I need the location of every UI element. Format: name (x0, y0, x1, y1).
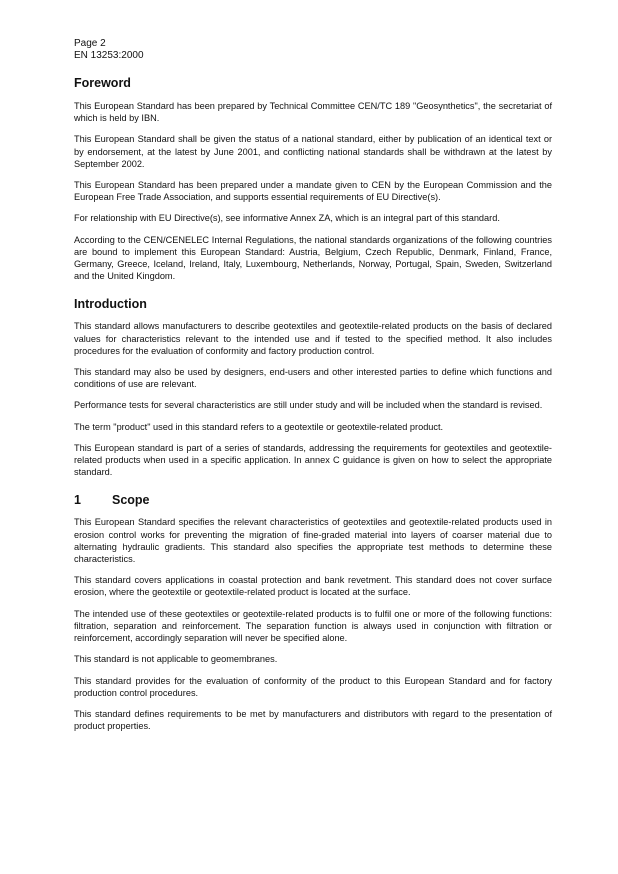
introduction-paragraph: The term "product" used in this standard refers to a geotextile or geotextile-related product. (74, 421, 444, 432)
page-number: Page 2 (74, 38, 106, 49)
foreword-paragraph: This European Standard has been prepared by Technical Committee CEN/TC 189 "Geosynthetics", the secretariat of which is held by IBN. (74, 101, 552, 124)
introduction-paragraph: This standard may also be used by designers, end-users and other interested parties to define which functions and conditions of use are relevant. (74, 367, 552, 390)
scope-paragraph: This standard covers applications in coastal protection and bank revetment. This standard does not cover surface erosion, where the geotextile or geotextile-related product is located at the surface. (74, 575, 552, 598)
introduction-heading: Introduction (74, 297, 147, 312)
scope-heading (74, 492, 552, 508)
foreword-paragraph: This European Standard shall be given the status of a national standard, either by publication of an identical text or by endorsement, at the latest by June 2001, and conflicting national standards shall be withdrawn at the latest by September 2002. (74, 134, 552, 169)
section-number: 1 (74, 493, 81, 508)
foreword-paragraph: This European Standard has been prepared under a mandate given to CEN by the European Commission and the European Free Trade Association, and supports essential requirements of EU Directive(s). (74, 180, 552, 203)
scope-paragraph: The intended use of these geotextiles or geotextile-related products is to fulfil one or more of the following functions: filtration, separation and reinforcement. The separation function is always used in conjunction with filtration or reinforcement, accordingly separation will never be specified alone. (74, 608, 552, 644)
page-content (74, 38, 552, 741)
introduction-paragraph: This European standard is part of a series of standards, addressing the requirements for geotextiles and geotextile-related products when used in a specific application. In annex C guidance is given on how to select the appropriate standard. (74, 442, 552, 478)
foreword-paragraph: For relationship with EU Directive(s), see informative Annex ZA, which is an integral part of this standard. (74, 213, 500, 224)
foreword-paragraph: According to the CEN/CENELEC Internal Regulations, the national standards organizations of the following countries are bound to implement this European Standard: Austria, Belgium, Czech Republic, Denmark, Finland, France, Germany, Greece, Iceland, Ireland, Italy, Luxembourg, Netherlands, Norway, Portugal, Spain, Sweden, Switzerland and the United Kingdom. (74, 234, 552, 282)
document-id: EN 13253:2000 (74, 50, 144, 61)
scope-paragraph: This standard is not applicable to geomembranes. (74, 654, 278, 665)
scope-paragraph: This standard provides for the evaluation of conformity of the product to this European Standard and for factory production control procedures. (74, 675, 552, 698)
introduction-paragraph: Performance tests for several characteristics are still under study and will be included when the standard is revised. (74, 400, 543, 411)
scope-paragraph: This standard defines requirements to be met by manufacturers and distributors with regard to the presentation of product properties. (74, 708, 552, 732)
scope-paragraph: This European Standard specifies the relevant characteristics of geotextiles and geotextile-related products used in erosion control works for preventing the migration of fine-graded material into layers of coarser material due to alternating hydraulic gradients. This standard also specifies the appropriate test methods to determine these characteristics. (74, 517, 552, 565)
section-title: Scope (112, 493, 150, 508)
foreword-heading: Foreword (74, 76, 131, 90)
introduction-paragraph: This standard allows manufacturers to describe geotextiles and geotextile-related products on the basis of declared values for characteristics relevant to the intended use and if tested to the specified method. It also includes procedures for the evaluation of conformity and factory production control. (74, 321, 552, 356)
